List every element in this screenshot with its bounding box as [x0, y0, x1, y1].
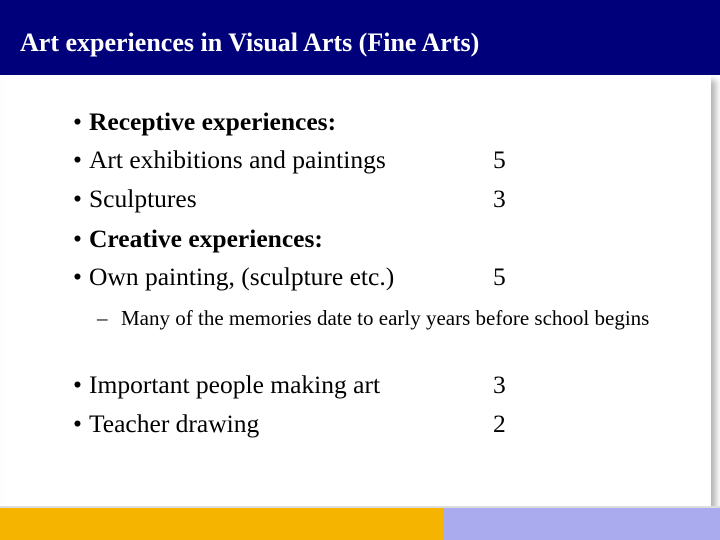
sub-item-text: Many of the memories date to early years before school begins [121, 306, 650, 330]
footer-bar-left [0, 508, 444, 540]
list-item-value: 5 [493, 262, 506, 291]
list-item-value: 3 [493, 184, 506, 213]
list-item-label: Creative experiences: [89, 224, 323, 253]
bullet-icon: • [73, 262, 82, 291]
bullet-icon: • [73, 184, 82, 213]
sub-item [97, 305, 677, 332]
bullet-icon: • [73, 409, 82, 438]
content-panel [3, 75, 711, 508]
slide-title: Art experiences in Visual Arts (Fine Arts) [20, 28, 480, 57]
list-item-label: Important people making art [89, 370, 381, 399]
footer-bar-right [444, 508, 720, 540]
bullet-icon: • [73, 224, 82, 253]
bullet-icon: • [73, 107, 82, 136]
bullet-icon: • [73, 145, 82, 174]
list-item-label: Receptive experiences: [89, 107, 337, 136]
list-item-label: Sculptures [89, 184, 197, 213]
list-item-value: 5 [493, 145, 506, 174]
list-item-label: Own painting, (sculpture etc.) [89, 262, 395, 291]
bullet-icon: • [73, 370, 82, 399]
list-item-label: Art exhibitions and paintings [89, 145, 386, 174]
list-item-label: Teacher drawing [89, 409, 260, 438]
list-item-value: 3 [493, 370, 506, 399]
list-item-value: 2 [493, 409, 506, 438]
title-bar [0, 0, 720, 75]
dash-icon: – [97, 306, 108, 330]
